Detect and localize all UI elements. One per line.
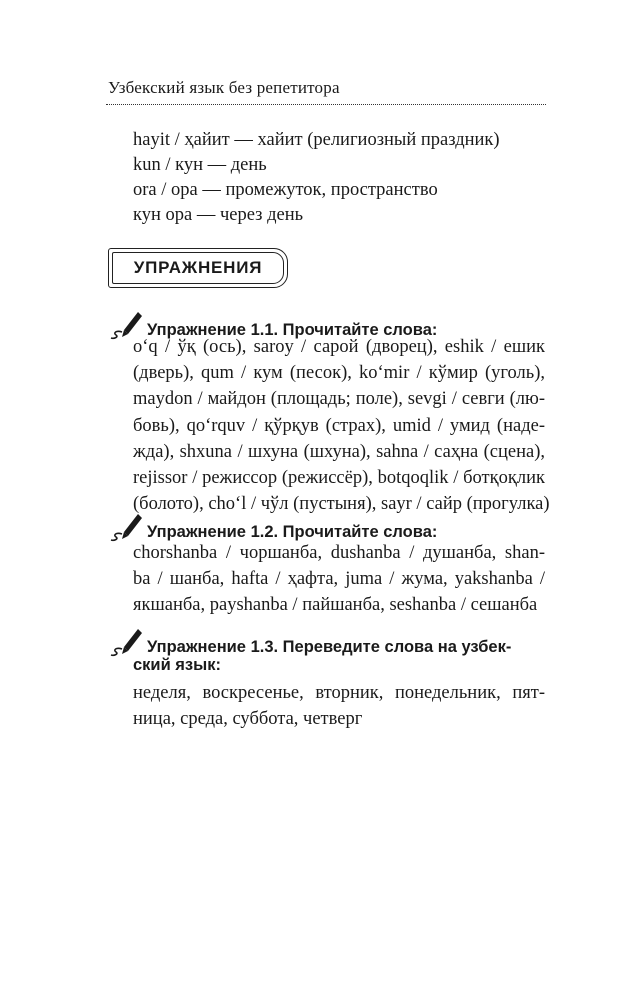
pen-icon (110, 510, 144, 544)
vocab-line: hayit / ҳайит — хайит (религиозный праздник) (133, 130, 500, 150)
exercise-line: ba / шанба, hafta / ҳафта, juma / жума, yakshanba / (133, 569, 545, 590)
vocab-line: кун ора — через день (133, 205, 304, 225)
exercise-line: ница, среда, суббота, четверг (133, 709, 363, 730)
exercise-body (133, 680, 545, 732)
exercise-line: rejissor / режиссор (режиссёр), botqoqlik / ботқоқлик (133, 468, 545, 489)
pen-icon (110, 625, 144, 659)
exercise-line: o‘q / ўқ (ось), saroy / сарой (дворец), eshik / ешик (133, 337, 545, 357)
exercise-line: якшанба, payshanba / пайшанба, seshanba / сешанба (133, 595, 538, 616)
exercise-body (133, 540, 545, 619)
exercise-line: (болото), cho‘l / чўл (пустыня), sayr / сайр (прогулка) (133, 494, 550, 515)
exercise-heading (110, 510, 437, 544)
exercise-title: Упражнение 1.2. Прочитайте слова: (147, 523, 438, 541)
exercise-line: неделя, воскресенье, вторник, понедельник, пят- (133, 683, 545, 703)
exercise-body (133, 334, 550, 517)
exercise-line: (дверь), qum / кум (песок), ko‘mir / кўмир (уголь), (133, 363, 545, 384)
vocab-line: kun / кун — день (133, 155, 267, 175)
exercise-title-continued: ский язык: (133, 656, 221, 674)
exercise-line: chorshanba / чоршанба, dushanba / душанба, shan- (133, 543, 545, 563)
exercise-heading (110, 625, 511, 659)
header-divider (106, 104, 546, 105)
vocabulary-list (133, 128, 500, 228)
exercise-line: бовь), qo‘rquv / қўрқув (страх), umid / умид (наде- (133, 415, 545, 436)
exercise-line: жда), shxuna / шхуна (шхуна), sahna / саҳна (сцена), (133, 441, 545, 462)
vocab-line: ora / ора — промежуток, пространство (133, 180, 438, 200)
section-title: УПРАЖНЕНИЯ (133, 258, 263, 277)
exercise-title: Упражнение 1.1. Прочитайте слова: (147, 321, 438, 339)
exercise-line: maydon / майдон (площадь; поле), sevgi / севги (лю- (133, 389, 545, 410)
exercise-title: Упражнение 1.3. Переведите слова на узбек- (147, 638, 512, 656)
running-header: Узбекский язык без репетитора (108, 78, 340, 97)
section-heading-box (108, 248, 288, 288)
